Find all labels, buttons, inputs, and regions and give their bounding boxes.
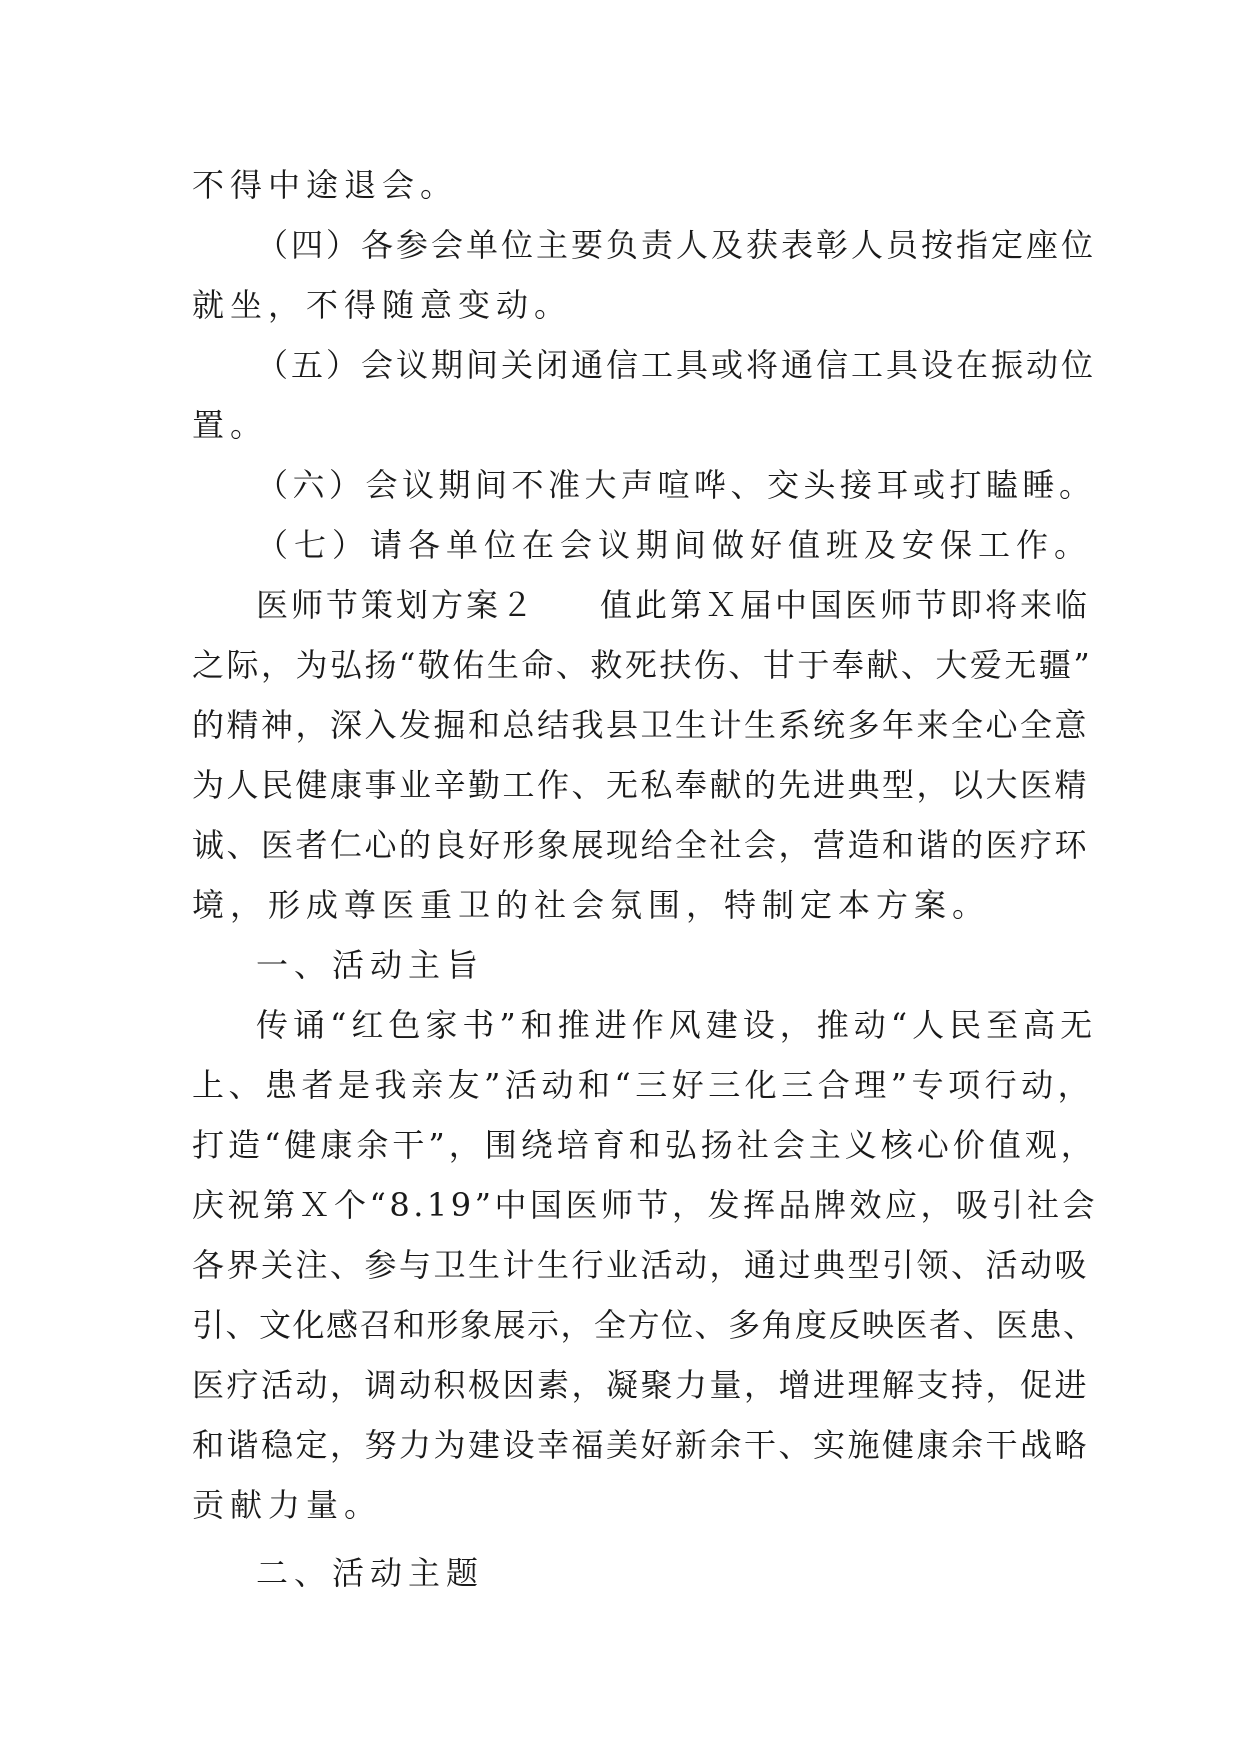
line-text: 置。: [192, 406, 269, 444]
text-line: [0, 1002, 1241, 1048]
text-line: [0, 1362, 1241, 1408]
section-heading: 医师节策划方案２: [256, 586, 537, 624]
text-line: [0, 822, 1241, 868]
text-line: [0, 762, 1241, 808]
line-text: 各界关注、参与卫生计生行业活动，通过典型引领、活动吸: [192, 1246, 1090, 1284]
text-line: [0, 582, 1241, 628]
text-line: [0, 1302, 1241, 1348]
text-line: [0, 1550, 1241, 1596]
line-text: 为人民健康事业辛勤工作、无私奉献的先进典型，以大医精: [192, 766, 1090, 804]
text-line: [0, 1242, 1241, 1288]
text-line: [0, 162, 1241, 208]
text-line: [0, 402, 1241, 448]
line-text: 引、文化感召和形象展示，全方位、多角度反映医者、医患、: [192, 1306, 1097, 1344]
line-text: 医疗活动，调动积极因素，凝聚力量，增进理解支持，促进: [192, 1366, 1090, 1404]
line-text: （七）请各单位在会议期间做好值班及安保工作。: [256, 526, 1093, 564]
text-line: [0, 282, 1241, 328]
text-line: [0, 1422, 1241, 1468]
text-line: [0, 882, 1241, 928]
line-text: 贡献力量。: [192, 1486, 383, 1524]
section-heading: 二、活动主题: [256, 1554, 485, 1592]
text-line: [0, 1182, 1241, 1228]
text-line: [0, 642, 1241, 688]
line-text: （五）会议期间关闭通信工具或将通信工具设在振动位: [256, 346, 1097, 384]
text-line: [0, 342, 1241, 388]
line-text: 值此第Ｘ届中国医师节即将来临: [600, 586, 1091, 624]
line-text: 和谐稳定，努力为建设幸福美好新余干、实施健康余干战略: [192, 1426, 1090, 1464]
text-line: [0, 1062, 1241, 1108]
line-text: 境，形成尊医重卫的社会氛围，特制定本方案。: [192, 886, 991, 924]
line-text: 打造“健康余干”，围绕培育和弘扬社会主义核心价值观，: [192, 1126, 1097, 1164]
text-line: [0, 942, 1241, 988]
text-line: [0, 1482, 1241, 1528]
line-text: （六）会议期间不准大声喧哗、交头接耳或打瞌睡。: [256, 466, 1096, 504]
line-text: 之际，为弘扬“敬佑生命、救死扶伤、甘于奉献、大爱无疆”: [192, 646, 1093, 684]
text-line: [0, 462, 1241, 508]
line-text: （四）各参会单位主要负责人及获表彰人员按指定座位: [256, 226, 1097, 264]
line-text: 庆祝第Ｘ个“8.19”中国医师节，发挥品牌效应，吸引社会: [192, 1186, 1098, 1224]
text-line: [0, 702, 1241, 748]
text-line: [0, 522, 1241, 568]
section-heading: 一、活动主旨: [256, 946, 485, 984]
line-text: 就坐，不得随意变动。: [192, 286, 573, 324]
line-text: 上、患者是我亲友”活动和“三好三化三合理”专项行动，: [192, 1066, 1095, 1104]
line-text: 诚、医者仁心的良好形象展现给全社会，营造和谐的医疗环: [192, 826, 1090, 864]
text-line: [0, 222, 1241, 268]
text-line: [0, 1122, 1241, 1168]
line-text: 不得中途退会。: [192, 166, 459, 204]
line-text: 传诵“红色家书”和推进作风建设，推动“人民至高无: [256, 1006, 1098, 1044]
line-text: 的精神，深入发掘和总结我县卫生计生系统多年来全心全意: [192, 706, 1090, 744]
